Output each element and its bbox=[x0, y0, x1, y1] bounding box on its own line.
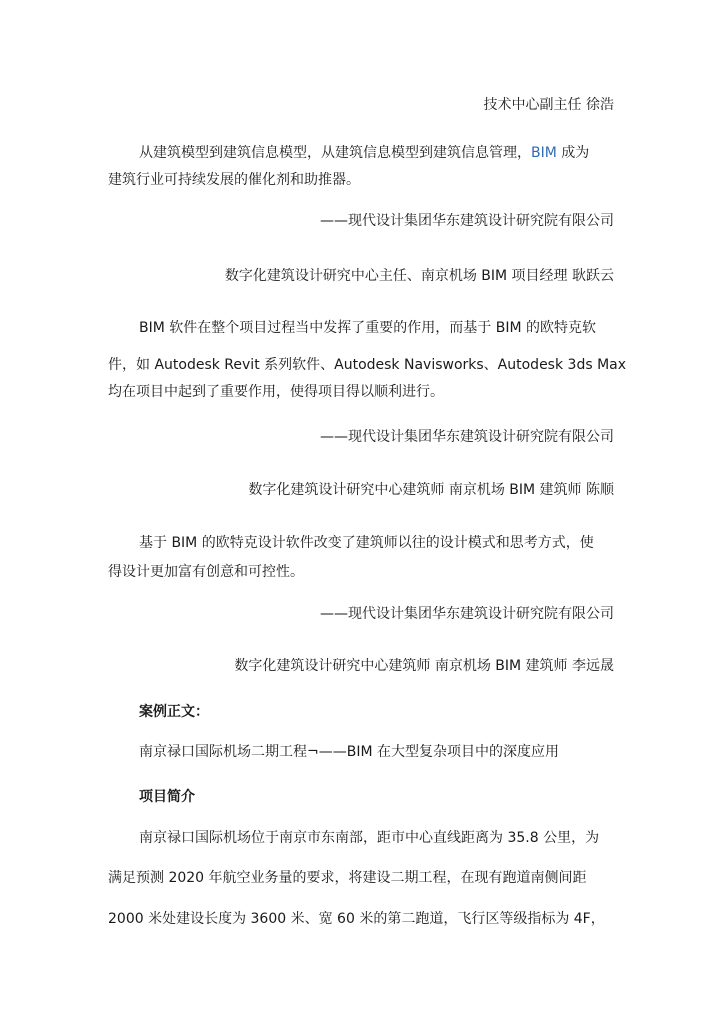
intro-line: 2000 米处建设长度为 3600 米、宽 60 米的第二跑道，飞行区等级指标为 4F， bbox=[108, 911, 605, 927]
quote-text: 成为 bbox=[556, 145, 590, 161]
case-title: 南京禄口国际机场二期工程¬——BIM 在大型复杂项目中的深度应用 bbox=[139, 744, 559, 760]
quote-line: 建筑行业可持续发展的催化剂和助推器。 bbox=[108, 172, 360, 188]
bim-highlight: BIM bbox=[531, 145, 557, 161]
speaker-line: 技术中心副主任 徐浩 bbox=[483, 97, 614, 113]
quote-line: 得设计更加富有创意和可控性。 bbox=[108, 564, 304, 580]
quote-line: 基于 BIM 的欧特克设计软件改变了建筑师以往的设计模式和思考方式，使 bbox=[139, 535, 594, 551]
quote-line: 均在项目中起到了重要作用，使得项目得以顺利进行。 bbox=[108, 384, 444, 400]
case-heading: 案例正文： bbox=[139, 704, 209, 720]
intro-line: 满足预测 2020 年航空业务量的要求，将建设二期工程，在现有跑道南侧间距 bbox=[108, 870, 587, 886]
intro-line: 南京禄口国际机场位于南京市东南部，距市中心直线距离为 35.8 公里，为 bbox=[139, 830, 600, 846]
source-line: ——现代设计集团华东建筑设计研究院有限公司 bbox=[320, 606, 614, 622]
quote-line: BIM 软件在整个项目过程当中发挥了重要的作用，而基于 BIM 的欧特克软 bbox=[139, 320, 596, 336]
speaker-line: 数字化建筑设计研究中心建筑师 南京机场 BIM 建筑师 陈顺 bbox=[248, 482, 614, 498]
quote-line bbox=[139, 143, 589, 163]
quote-line: 件，如 Autodesk Revit 系列软件、Autodesk Navisworks、Autodesk 3ds Max bbox=[108, 357, 627, 373]
speaker-line: 数字化建筑设计研究中心建筑师 南京机场 BIM 建筑师 李远晟 bbox=[234, 658, 614, 674]
source-line: ——现代设计集团华东建筑设计研究院有限公司 bbox=[320, 429, 614, 445]
speaker-line: 数字化建筑设计研究中心主任、南京机场 BIM 项目经理 耿跃云 bbox=[224, 268, 614, 284]
quote-text: 从建筑模型到建筑信息模型，从建筑信息模型到建筑信息管理， bbox=[139, 145, 531, 161]
section-heading: 项目简介 bbox=[139, 789, 195, 805]
source-line: ——现代设计集团华东建筑设计研究院有限公司 bbox=[320, 213, 614, 229]
